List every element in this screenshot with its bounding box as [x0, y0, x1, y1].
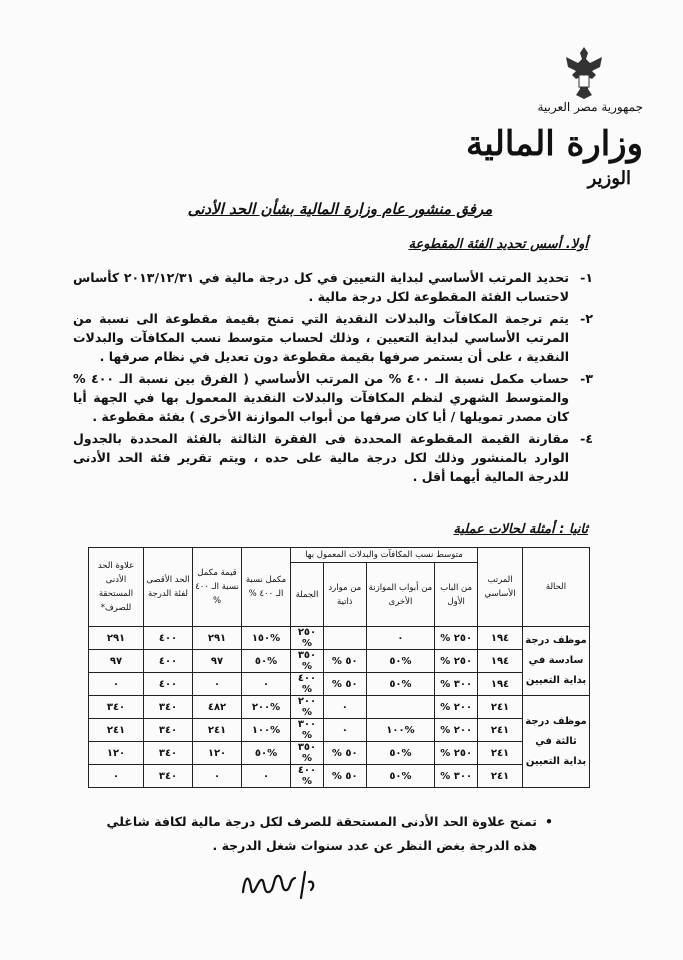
cell-max: ٤٠٠: [144, 650, 193, 673]
table-row: [89, 696, 590, 719]
cell-other: [366, 696, 435, 719]
cell-max: ٤٠٠: [144, 627, 193, 650]
cell-compl-val: ٠: [193, 673, 242, 696]
cell-compl-val: ٩٧: [193, 650, 242, 673]
cell-max: ٤٠٠: [144, 673, 193, 696]
cell-total: ٢٠٠ %: [291, 696, 324, 719]
cell-compl-val: ٠: [193, 765, 242, 788]
list-item: [73, 429, 593, 486]
col-compl-pct: مكمل نسبة الـ ٤٠٠ %: [242, 548, 291, 627]
cell-compl-pct: %٢٠٠: [242, 696, 291, 719]
cell-own: ٠: [323, 696, 366, 719]
table-row: [89, 673, 590, 696]
cell-total: ٤٠٠ %: [291, 765, 324, 788]
eagle-emblem-icon: [562, 45, 606, 101]
cell-compl-pct: ٠: [242, 673, 291, 696]
document-title: مرفق منشور عام وزارة المالية بشأن الحد الأدنى: [187, 200, 493, 218]
col-total: الجملة: [291, 563, 324, 627]
table-row: [89, 765, 590, 788]
cell-max: ٣٤٠: [144, 742, 193, 765]
item-number: ٢-: [580, 311, 593, 326]
cell-compl-val: ٤٨٢: [193, 696, 242, 719]
section1-items: [73, 268, 593, 489]
cell-ch1: ٢٥٠ %: [435, 742, 478, 765]
cell-allowance: ١٢٠: [89, 742, 144, 765]
cell-basic: ٢٤١: [478, 719, 523, 742]
table-row: [89, 650, 590, 673]
cell-compl-val: ١٢٠: [193, 742, 242, 765]
cell-own: ٥٠ %: [323, 650, 366, 673]
signature-icon: [235, 862, 345, 906]
table-row: [89, 627, 590, 650]
item-number: ٣-: [580, 371, 593, 386]
cell-total: ٣٥٠ %: [291, 742, 324, 765]
cell-other: %٥٠: [366, 765, 435, 788]
item-text: حساب مكمل نسبة الـ ٤٠٠ % من المرتب الأساسي ( الفرق بين نسبة الـ ٤٠٠ % والمتوسط الشهري لنظم المكافآت والبدلات النقدية المعمول بها في الجهة أيا كان مصدر تمويلها / أيا كان صرفها من أبواب الموازنة الأخرى ) بفئة مقطوعة .: [73, 371, 569, 424]
col-case: الحالة: [523, 548, 590, 627]
list-item: [73, 268, 593, 306]
cell-allowance: ٢٩١: [89, 627, 144, 650]
table-row: [89, 742, 590, 765]
ministry-name: وزارة المالية: [465, 124, 643, 164]
item-number: ٤-: [580, 431, 593, 446]
cell-compl-pct: %١٥٠: [242, 627, 291, 650]
item-text: يتم ترجمة المكافآت والبدلات النقدية التي تمنح بقيمة مقطوعة الى نسبة من المرتب الأساسي لبداية التعيين ، وذلك لحساب متوسط نسب المكافآت والبدلات النقدية ، على أن يستمر صرفها بقيمة مقطوعة دون تعديل في نظام صرفها .: [73, 311, 569, 364]
footnote-text: تمنح علاوة الحد الأدنى المستحقة للصرف لكل درجة مالية لكافة شاغلي هذه الدرجة بغض النظر عن عدد سنوات شغل الدرجة .: [106, 814, 537, 853]
cell-other: ٠: [366, 627, 435, 650]
cell-own: ٥٠ %: [323, 673, 366, 696]
cell-allowance: ٣٤٠: [89, 696, 144, 719]
cell-basic: ١٩٤: [478, 673, 523, 696]
cell-total: ٣٥٠ %: [291, 650, 324, 673]
cell-ch1: ٢٥٠ %: [435, 627, 478, 650]
cell-max: ٣٤٠: [144, 719, 193, 742]
cell-basic: ٢٤١: [478, 696, 523, 719]
cell-basic: ١٩٤: [478, 627, 523, 650]
cell-compl-pct: %١٠٠: [242, 719, 291, 742]
col-allowance: علاوة الحد الأدنى المستحقة للصرف*: [89, 548, 144, 627]
cell-basic: ٢٤١: [478, 765, 523, 788]
section2-heading: ثانيا : أمثلة لحالات عملية: [453, 522, 588, 537]
cell-total: ٢٥٠ %: [291, 627, 324, 650]
col-other: من أبواب الموازنة الأخرى: [366, 563, 435, 627]
cell-max: ٣٤٠: [144, 696, 193, 719]
cell-other: %١٠٠: [366, 719, 435, 742]
cell-ch1: ٢٠٠ %: [435, 696, 478, 719]
cell-ch1: ٣٠٠ %: [435, 673, 478, 696]
col-compl-val: قيمة مكمل نسبة الـ ٤٠٠ %: [193, 548, 242, 627]
cell-allowance: ٢٤١: [89, 719, 144, 742]
cell-ch1: ٣٠٠ %: [435, 765, 478, 788]
cell-compl-val: ٢٤١: [193, 719, 242, 742]
footnote: [93, 810, 553, 858]
cell-ch1: ٢٥٠ %: [435, 650, 478, 673]
cell-ch1: ٢٠٠ %: [435, 719, 478, 742]
col-ch1: من الباب الأول: [435, 563, 478, 627]
cell-own: ٠: [323, 719, 366, 742]
cell-allowance: ٩٧: [89, 650, 144, 673]
col-own: من موارد ذاتية: [323, 563, 366, 627]
item-text: تحديد المرتب الأساسي لبداية التعيين في كل درجة مالية في ٢٠١٣/١٢/٣١ كأساس لاحتساب الفئة المقطوعة لكل درجة مالية .: [73, 270, 569, 304]
col-max: الحد الأقصى لفئة الدرجة: [144, 548, 193, 627]
table-row: [89, 719, 590, 742]
list-item: [73, 369, 593, 426]
cell-basic: ٢٤١: [478, 742, 523, 765]
col-basic: المرتب الأساسي: [478, 548, 523, 627]
bullet-icon: •: [545, 814, 553, 829]
cell-allowance: ٠: [89, 765, 144, 788]
cell-compl-pct: %٥٠: [242, 650, 291, 673]
minister-label: الوزير: [587, 168, 631, 189]
cell-compl-pct: %٥٠: [242, 742, 291, 765]
republic-label: جمهورية مصر العربية: [537, 100, 643, 114]
cell-total: ٣٠٠ %: [291, 719, 324, 742]
cell-own: ٥٠ %: [323, 742, 366, 765]
cell-own: [323, 627, 366, 650]
cell-other: %٥٠: [366, 673, 435, 696]
section1-heading: أولا. أسس تحديد الفئة المقطوعة: [408, 237, 588, 252]
cell-own: ٥٠ %: [323, 765, 366, 788]
cell-basic: ١٩٤: [478, 650, 523, 673]
cases-table: [88, 547, 590, 788]
cell-allowance: ٠: [89, 673, 144, 696]
case-cell: موظف درجة سادسة في بداية التعيين: [523, 627, 590, 696]
cell-max: ٣٤٠: [144, 765, 193, 788]
case-cell: موظف درجة ثالثة في بداية التعيين: [523, 696, 590, 788]
item-number: ١-: [580, 270, 593, 285]
cell-total: ٤٠٠ %: [291, 673, 324, 696]
col-avg-group: متوسط نسب المكافآت والبدلات المعمول بها: [291, 548, 478, 563]
item-text: مقارنة القيمة المقطوعة المحددة فى الفقرة الثالثة بالفئة المحددة بالجدول الوارد بالمنشور وذلك لكل درجة مالية على حده ، ويتم تقرير فئة الحد الأدنى للدرجة المالية أيهما أقل .: [73, 431, 569, 484]
cell-other: %٥٠: [366, 650, 435, 673]
cell-compl-pct: ٠: [242, 765, 291, 788]
cell-other: %٥٠: [366, 742, 435, 765]
cell-compl-val: ٢٩١: [193, 627, 242, 650]
list-item: [73, 309, 593, 366]
